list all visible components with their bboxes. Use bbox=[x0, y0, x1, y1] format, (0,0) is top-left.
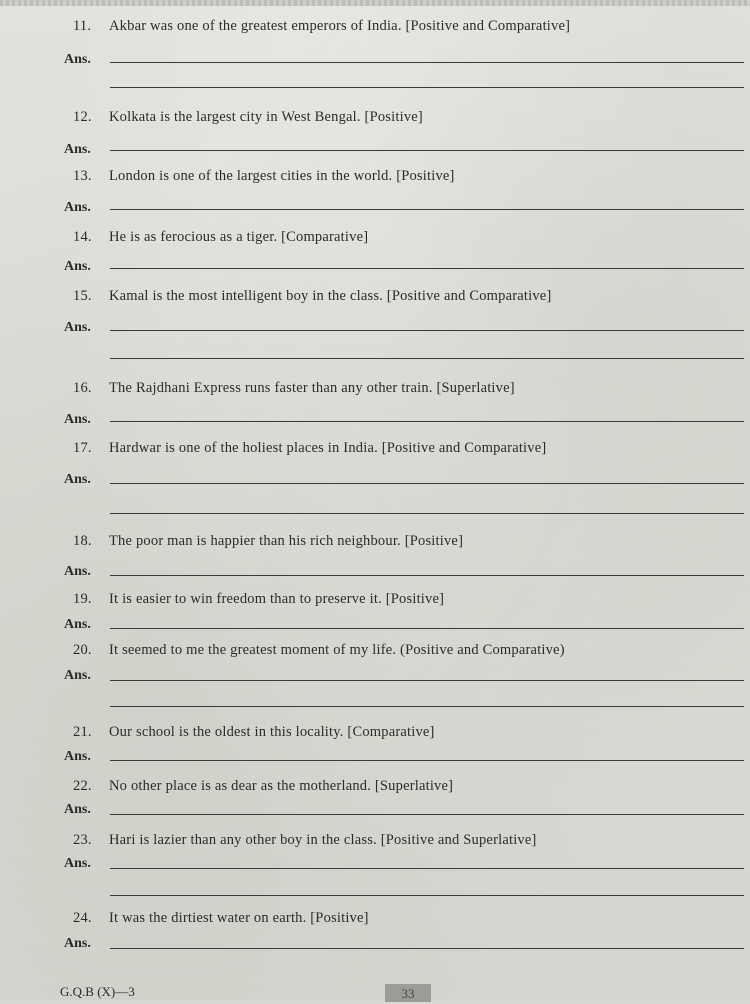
question-17 bbox=[73, 440, 546, 457]
answer-label: Ans. bbox=[64, 617, 91, 632]
question-21 bbox=[73, 724, 435, 741]
answer-label: Ans. bbox=[64, 142, 91, 157]
answer-label: Ans. bbox=[64, 200, 91, 215]
question-number: 11. bbox=[73, 18, 92, 34]
answer-label: Ans. bbox=[64, 259, 91, 274]
question-11 bbox=[73, 18, 570, 35]
question-text: Hardwar is one of the holiest places in India. [Positive and Comparative] bbox=[109, 440, 547, 456]
answer-line[interactable] bbox=[110, 895, 744, 896]
question-text: It was the dirtiest water on earth. [Positive] bbox=[109, 910, 369, 926]
answer-line[interactable] bbox=[110, 513, 744, 514]
answer-line[interactable] bbox=[110, 483, 744, 484]
question-text: The poor man is happier than his rich neighbour. [Positive] bbox=[109, 533, 464, 549]
answer-line[interactable] bbox=[110, 628, 744, 629]
question-number: 22. bbox=[73, 778, 92, 794]
question-number: 18. bbox=[73, 533, 92, 549]
question-text: Akbar was one of the greatest emperors of India. [Positive and Comparative] bbox=[109, 18, 571, 34]
question-number: 19. bbox=[73, 591, 92, 607]
answer-label: Ans. bbox=[64, 472, 91, 487]
answer-label: Ans. bbox=[64, 52, 91, 67]
question-23 bbox=[73, 832, 537, 849]
question-text: It is easier to win freedom than to preserve it. [Positive] bbox=[109, 591, 445, 607]
question-text: It seemed to me the greatest moment of my life. (Positive and Comparative) bbox=[109, 642, 565, 658]
question-14 bbox=[73, 229, 368, 246]
answer-line[interactable] bbox=[110, 814, 744, 815]
answer-label: Ans. bbox=[64, 802, 91, 817]
question-text: The Rajdhani Express runs faster than any other train. [Superlative] bbox=[109, 380, 515, 396]
page-top-edge bbox=[0, 0, 750, 6]
answer-label: Ans. bbox=[64, 320, 91, 335]
question-13 bbox=[73, 168, 455, 185]
answer-line[interactable] bbox=[110, 358, 744, 359]
question-22 bbox=[73, 778, 453, 795]
answer-label: Ans. bbox=[64, 936, 91, 951]
question-text: He is as ferocious as a tiger. [Comparative] bbox=[109, 229, 369, 245]
question-text: Our school is the oldest in this locality. [Comparative] bbox=[109, 724, 435, 740]
question-text: London is one of the largest cities in the world. [Positive] bbox=[109, 168, 455, 184]
question-20 bbox=[73, 642, 565, 659]
question-text: No other place is as dear as the motherland. [Superlative] bbox=[109, 778, 454, 794]
question-number: 15. bbox=[73, 288, 92, 304]
question-16 bbox=[73, 380, 515, 397]
answer-label: Ans. bbox=[64, 412, 91, 427]
answer-line[interactable] bbox=[110, 330, 744, 331]
question-number: 21. bbox=[73, 724, 92, 740]
page-number: 33 bbox=[385, 984, 431, 1002]
question-number: 13. bbox=[73, 168, 92, 184]
question-number: 24. bbox=[73, 910, 92, 926]
question-number: 23. bbox=[73, 832, 92, 848]
question-12 bbox=[73, 109, 423, 126]
question-number: 14. bbox=[73, 229, 92, 245]
answer-label: Ans. bbox=[64, 564, 91, 579]
book-code: G.Q.B (X)—3 bbox=[60, 984, 135, 999]
question-text: Hari is lazier than any other boy in the class. [Positive and Superlative] bbox=[109, 832, 537, 848]
answer-line[interactable] bbox=[110, 421, 744, 422]
answer-line[interactable] bbox=[110, 575, 744, 576]
question-24 bbox=[73, 910, 369, 927]
question-text: Kamal is the most intelligent boy in the class. [Positive and Comparative] bbox=[109, 288, 552, 304]
question-text: Kolkata is the largest city in West Bengal. [Positive] bbox=[109, 109, 423, 125]
question-number: 16. bbox=[73, 380, 92, 396]
question-19 bbox=[73, 591, 444, 608]
answer-line[interactable] bbox=[110, 209, 744, 210]
answer-line[interactable] bbox=[110, 868, 744, 869]
question-number: 12. bbox=[73, 109, 92, 125]
question-number: 20. bbox=[73, 642, 92, 658]
question-18 bbox=[73, 533, 463, 550]
answer-line[interactable] bbox=[110, 62, 744, 63]
answer-label: Ans. bbox=[64, 668, 91, 683]
answer-line[interactable] bbox=[110, 706, 744, 707]
answer-line[interactable] bbox=[110, 150, 744, 151]
answer-line[interactable] bbox=[110, 948, 744, 949]
answer-line[interactable] bbox=[110, 680, 744, 681]
question-15 bbox=[73, 288, 551, 305]
answer-label: Ans. bbox=[64, 856, 91, 871]
answer-line[interactable] bbox=[110, 268, 744, 269]
question-number: 17. bbox=[73, 440, 92, 456]
answer-line[interactable] bbox=[110, 87, 744, 88]
answer-label: Ans. bbox=[64, 749, 91, 764]
answer-line[interactable] bbox=[110, 760, 744, 761]
